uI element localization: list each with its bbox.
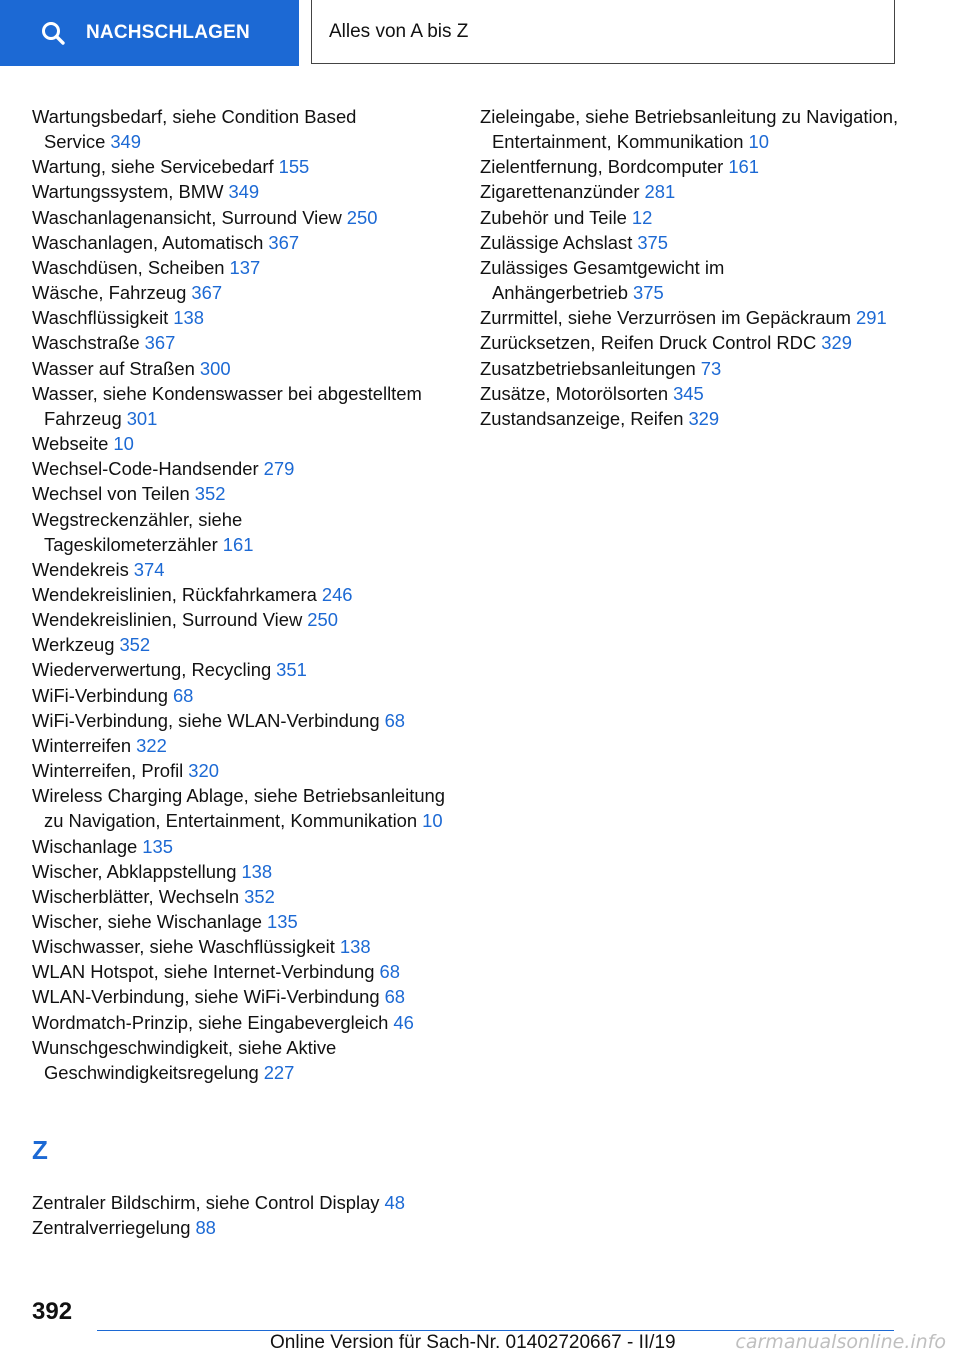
index-entry <box>32 456 452 481</box>
index-entry-text: Waschanlagenansicht, Surround View <box>32 206 342 228</box>
index-entry-text: WiFi-Verbindung <box>32 684 168 706</box>
index-entry-text: Wischerblätter, Wechseln <box>32 885 240 907</box>
index-entry-text: Webseite <box>32 433 109 455</box>
index-entry-text: WLAN Hotspot, siehe Internet-Verbindung <box>32 961 375 983</box>
page-reference-link[interactable]: 10 <box>748 131 769 153</box>
footer-version-text: Online Version für Sach-Nr. 01402720667 - II/19 <box>270 1332 676 1353</box>
index-entry-text: Wischwasser, siehe Waschflüssigkeit <box>32 936 335 958</box>
page-reference-link[interactable]: 155 <box>278 156 310 178</box>
index-entry <box>480 406 900 431</box>
index-entry <box>32 356 452 381</box>
index-entry <box>480 356 900 381</box>
index-entry-text: Wartungssystem, BMW <box>32 181 224 203</box>
page-reference-link[interactable]: 322 <box>136 734 167 756</box>
index-entry-text: Waschstraße <box>32 332 140 354</box>
page-reference-link[interactable]: 138 <box>241 860 273 882</box>
index-entry <box>32 104 452 154</box>
index-entry-text: Zulässiges Gesamtgewicht im Anhängerbetrieb <box>480 256 725 304</box>
index-entry-text: Wischer, siehe Wischanlage <box>32 911 262 932</box>
index-entry-text: Winterreifen <box>32 734 132 756</box>
index-entry <box>480 255 900 305</box>
section-title: Alles von A bis Z <box>329 20 469 42</box>
index-entry <box>32 1215 452 1240</box>
index-entry <box>480 230 900 255</box>
index-entry-text: Wartungsbedarf, siehe Condition Based Service <box>32 106 357 153</box>
index-entry-text: Wordmatch-Prinzip, siehe Eingabevergleich <box>32 1011 389 1033</box>
page-reference-link[interactable]: 329 <box>688 407 720 429</box>
page-reference-link[interactable]: 137 <box>229 256 261 278</box>
index-entry <box>32 758 452 783</box>
page-reference-link[interactable]: 138 <box>173 307 204 329</box>
page-reference-link[interactable]: 135 <box>266 911 298 932</box>
index-entry <box>32 582 452 607</box>
index-column-right <box>480 104 900 431</box>
page-reference-link[interactable]: 367 <box>268 231 300 253</box>
index-entry <box>32 557 452 582</box>
index-entry-text: Wischanlage <box>32 835 138 857</box>
page-reference-link[interactable]: 375 <box>633 282 664 304</box>
index-entry <box>32 230 452 255</box>
page-reference-link[interactable]: 68 <box>379 961 400 983</box>
page-reference-link[interactable]: 329 <box>821 332 852 354</box>
index-entry-text: Zusätze, Motorölsorten <box>480 382 669 404</box>
index-letter-heading: Z <box>32 1135 48 1165</box>
page-reference-link[interactable]: 73 <box>700 357 722 379</box>
page-reference-link[interactable]: 281 <box>644 181 676 203</box>
index-entry-text: WLAN-Verbindung, siehe WiFi-Verbindung <box>32 986 380 1008</box>
index-entry <box>32 632 452 657</box>
index-column-z <box>32 1190 452 1240</box>
index-entry <box>32 708 452 733</box>
index-entry-text: Zigarettenanzünder <box>480 181 640 203</box>
page-reference-link[interactable]: 301 <box>126 407 158 429</box>
index-entry <box>32 984 452 1009</box>
index-entry-text: Wireless Charging Ablage, siehe Betriebsanleitung zu Navigation, Entertainment, Kommunikation <box>32 785 446 832</box>
index-entry-text: Zentralverriegelung <box>32 1217 191 1239</box>
index-entry <box>480 381 900 406</box>
index-entry <box>32 381 452 431</box>
index-entry-text: Wendekreislinien, Surround View <box>32 609 303 631</box>
index-column-left <box>32 104 452 1085</box>
index-entry-text: Wechsel von Teilen <box>32 483 190 505</box>
index-entry <box>480 154 900 179</box>
page-reference-link[interactable]: 250 <box>307 609 338 631</box>
index-entry <box>480 179 900 204</box>
index-entry-text: Zustandsanzeige, Reifen <box>480 407 684 429</box>
index-entry <box>32 205 452 230</box>
index-entry-text: Wunschgeschwindigkeit, siehe Aktive Geschwindigkeitsregelung <box>32 1036 337 1083</box>
page-reference-link[interactable]: 352 <box>119 634 151 656</box>
page-reference-link[interactable]: 375 <box>637 231 668 253</box>
index-entry-text: Winterreifen, Profil <box>32 760 184 782</box>
index-entry <box>32 884 452 909</box>
watermark: carmanualsonline.info <box>735 1331 946 1353</box>
page-reference-link[interactable]: 246 <box>321 583 353 605</box>
page-reference-link[interactable]: 10 <box>422 810 443 832</box>
index-entry <box>32 255 452 280</box>
index-entry <box>32 507 452 557</box>
index-entry-text: Wiederverwertung, Recycling <box>32 659 272 681</box>
page-reference-link[interactable]: 367 <box>144 332 176 354</box>
page-reference-link[interactable]: 161 <box>222 533 254 555</box>
index-entry-text: Zentraler Bildschirm, siehe Control Display <box>32 1192 380 1213</box>
index-entry-text: Wegstreckenzähler, siehe Tageskilometerzähler <box>32 508 243 555</box>
page-reference-link[interactable]: 46 <box>393 1011 414 1033</box>
index-entry-text: Waschdüsen, Scheiben <box>32 256 225 278</box>
index-entry <box>32 934 452 959</box>
page-header <box>0 0 960 66</box>
page-reference-link[interactable]: 12 <box>631 206 653 228</box>
page-reference-link[interactable]: 138 <box>339 936 371 958</box>
index-entry <box>32 909 452 934</box>
page-reference-link[interactable]: 300 <box>199 357 231 379</box>
page-reference-link[interactable]: 349 <box>110 131 142 153</box>
page-reference-link[interactable]: 345 <box>673 382 704 404</box>
index-entry-text: Zurücksetzen, Reifen Druck Control RDC <box>480 332 817 354</box>
index-entry-text: Wartung, siehe Servicebedarf <box>32 156 274 178</box>
page-reference-link[interactable]: 48 <box>384 1192 405 1213</box>
index-entry <box>32 1010 452 1035</box>
index-entry-text: Wasser, siehe Kondenswasser bei abgestelltem Fahrzeug <box>32 382 422 429</box>
index-entry <box>480 330 900 355</box>
index-entry-text: Zurrmittel, siehe Verzurrösen im Gepäckraum <box>480 307 852 329</box>
page-reference-link[interactable]: 250 <box>346 206 378 228</box>
index-entry <box>32 179 452 204</box>
page-reference-link[interactable]: 279 <box>263 458 295 480</box>
page-reference-link[interactable]: 68 <box>172 684 194 706</box>
page-reference-link[interactable]: 349 <box>228 181 260 203</box>
page-reference-link[interactable]: 351 <box>276 659 307 681</box>
index-entry-text: Zulässige Achslast <box>480 231 633 253</box>
page-reference-link[interactable]: 291 <box>856 307 887 329</box>
search-icon <box>40 20 66 46</box>
index-entry-text: Wendekreis <box>32 558 129 580</box>
index-entry <box>32 330 452 355</box>
nachschlagen-tab[interactable] <box>0 0 299 66</box>
index-entry <box>32 683 452 708</box>
index-entry-text: WiFi-Verbindung, siehe WLAN-Verbindung <box>32 709 380 731</box>
index-entry-text: Wechsel-Code-Handsender <box>32 458 259 480</box>
index-entry-text: Wischer, Abklappstellung <box>32 860 237 882</box>
index-entry-text: Wasser auf Straßen <box>32 357 195 379</box>
page-reference-link[interactable]: 227 <box>263 1061 295 1083</box>
section-title-tab[interactable] <box>311 0 895 64</box>
index-entry-text: Waschanlagen, Automatisch <box>32 231 264 253</box>
index-entry <box>32 280 452 305</box>
page-reference-link[interactable]: 352 <box>244 885 275 907</box>
page-reference-link[interactable]: 88 <box>195 1217 216 1239</box>
index-entry <box>32 1190 452 1215</box>
page-reference-link[interactable]: 352 <box>194 483 226 505</box>
page-reference-link[interactable]: 68 <box>384 986 406 1008</box>
index-entry <box>32 783 452 833</box>
page-reference-link[interactable]: 367 <box>191 282 223 304</box>
index-entry-text: Waschflüssigkeit <box>32 307 169 329</box>
page-reference-link[interactable]: 68 <box>384 709 406 731</box>
index-entry-text: Wäsche, Fahrzeug <box>32 282 187 304</box>
index-entry-text: Wendekreislinien, Rückfahrkamera <box>32 583 317 605</box>
index-entry <box>32 733 452 758</box>
page-reference-link[interactable]: 374 <box>133 558 165 580</box>
index-entry <box>32 1035 452 1085</box>
page-reference-link[interactable]: 161 <box>728 156 759 178</box>
index-entry-text: Zubehör und Teile <box>480 206 627 228</box>
index-entry <box>32 859 452 884</box>
index-entry-text: Zieleingabe, siehe Betriebsanleitung zu Navigation, Entertainment, Kommunikation <box>480 106 899 153</box>
page-reference-link[interactable]: 135 <box>142 835 173 857</box>
index-entry <box>32 154 452 179</box>
index-entry <box>480 104 900 154</box>
index-entry <box>480 205 900 230</box>
index-entry-text: Zusatzbetriebsanleitungen <box>480 357 696 379</box>
index-entry <box>32 431 452 456</box>
index-entry <box>32 607 452 632</box>
page-reference-link[interactable]: 320 <box>188 760 219 782</box>
index-entry-text: Zielentfernung, Bordcomputer <box>480 156 724 178</box>
page-number: 392 <box>32 1298 73 1325</box>
nav-tab-label: NACHSCHLAGEN <box>86 22 250 43</box>
page-reference-link[interactable]: 10 <box>113 433 134 455</box>
index-entry <box>480 305 900 330</box>
index-entry-text: Werkzeug <box>32 634 115 656</box>
index-entry <box>32 657 452 682</box>
index-entry <box>32 959 452 984</box>
index-entry <box>32 481 452 506</box>
index-entry <box>32 305 452 330</box>
index-entry <box>32 834 452 859</box>
